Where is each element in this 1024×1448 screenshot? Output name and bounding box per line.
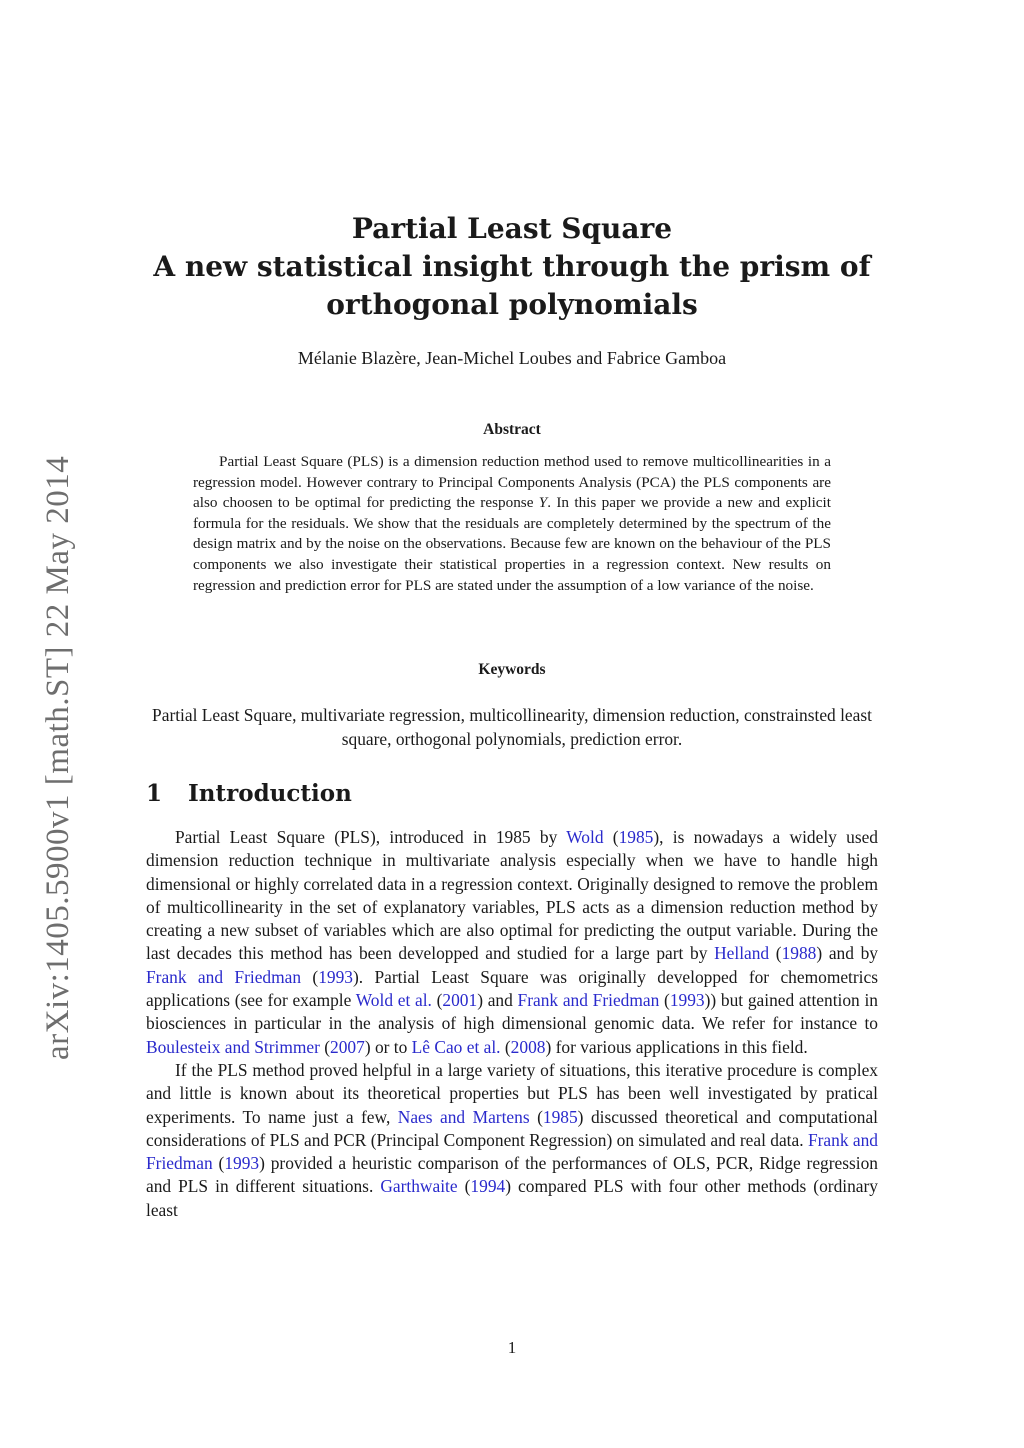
section-number: 1 [146,780,163,807]
text-span: ) and by [816,943,878,964]
text-span: ( [212,1153,225,1174]
text-span: )) but gained attention in biosciences in particular in the analysis of high dimensional genomic data. We refer for instance to [146,990,878,1034]
abstract-heading: Abstract [483,421,541,438]
citation-link[interactable]: Garthwaite [380,1176,458,1197]
text-span: ) discussed theoretical and computational considerations of PLS and PCR (Principal Component Regression) on simulated and real data. [146,1106,879,1150]
citation-link[interactable]: 2008 [510,1036,546,1057]
citation-link[interactable]: 2007 [330,1036,365,1057]
text-span: If the PLS method proved helpful in a large variety of situations, this iterative procedure is complex and little is known about its theoretical properties but PLS has been well investigated by pratical experiments. To name just a few, [146,1059,878,1127]
citation-link[interactable]: 1993 [318,966,353,987]
paper-title [100,210,924,324]
text-span: ( [500,1036,511,1057]
citation-link[interactable]: 2001 [442,990,478,1011]
text-span: Partial Least Square (PLS), introduced in 1985 by [175,827,567,847]
section-title: Introduction [188,780,352,807]
title-line-3: orthogonal polynomials [326,288,698,321]
paragraph-1 [146,826,878,1059]
abstract-text-1: Partial Least Square (PLS) is a dimension reduction method used to remove multicollinearities in a regression model. However contrary to Principal Components Analysis (PCA) the PLS components are also choosen to be optimal for predicting the response [193,453,831,512]
text-span: ( [529,1106,543,1127]
text-span: ( [301,966,319,987]
citation-link[interactable]: 1985 [542,1106,578,1127]
abstract-math-y: Y [538,494,548,512]
citation-link[interactable]: Wold et al. [355,990,432,1011]
arxiv-identifier: arXiv:1405.5900v1 [math.ST] 22 May 2014 [40,455,76,1060]
text-span: ) provided a heuristic comparison of the performances of OLS, PCR, Ridge regression and PLS in different situations. [146,1153,878,1197]
citation-link[interactable]: 1985 [618,827,654,847]
citation-link[interactable]: 1993 [224,1153,260,1174]
citation-link[interactable]: Wold [566,827,604,847]
citation-link[interactable]: Frank and Friedman [517,990,660,1011]
citation-link[interactable]: Frank and Friedman [146,1129,879,1174]
keywords-heading: Keywords [478,661,546,678]
citation-link[interactable]: Boulesteix and Strimmer [146,1036,320,1057]
text-span: ( [457,1176,471,1197]
text-span: ), is nowadays a widely used dimension reduction technique in multivariate analysis especially when we have to handle high dimensional or highly correlated data in a regression context. Originally designed to remove the problem of multicollinearity in the set of explanatory variables, PLS acts as a dimension reduction method by creating a new subset of variables which are also optimal for predicting the output variable. During the last decades this method has been developped and studied for a large part by [146,827,879,964]
text-span: ). Partial Least Square was originally developped for chemometrics applications (see for example [146,966,879,1011]
text-span: ) for various applications in this field. [545,1036,808,1057]
text-span: ( [659,990,670,1011]
text-span: ) or to [364,1036,412,1057]
text-span: ) compared PLS with four other methods (ordinary least [146,1176,878,1220]
citation-link[interactable]: 1993 [669,990,705,1011]
paragraph-2 [146,1059,878,1222]
text-span: ( [431,990,443,1011]
keywords-body: Partial Least Square, multivariate regression, multicollinearity, dimension reduction, constrainsted least square, orthogonal polynomials, prediction error. [152,705,872,749]
body-text [146,826,878,1222]
title-line-2: A new statistical insight through the prism of [153,250,871,283]
citation-link[interactable]: Frank and Friedman [146,966,302,987]
title-line-1: Partial Least Square [351,212,673,245]
citation-link[interactable]: Helland [714,943,770,964]
text-span: ( [603,827,619,847]
text-span: ( [319,1036,331,1057]
citation-link[interactable]: 1988 [781,943,817,964]
abstract-body [193,452,831,596]
citation-link[interactable]: Lê Cao et al. [411,1036,501,1057]
text-span: ) and [477,990,518,1011]
page-number: 1 [507,1338,517,1357]
citation-link[interactable]: 1994 [470,1176,506,1197]
text-span: ( [769,943,782,964]
authors: Mélanie Blazère, Jean-Michel Loubes and Fabrice Gamboa [297,348,727,368]
section-heading [146,780,352,807]
citation-link[interactable]: Naes and Martens [397,1106,530,1127]
abstract-text-2: . In this paper we provide a new and explicit formula for the residuals. We show that the residuals are completely determined by the spectrum of the design matrix and by the noise on the observations. Because few are known on the behaviour of the PLS components we also investigate their statistical properties in a regression context. New results on regression and prediction error for PLS are stated under the assumption of a low variance of the noise. [193,494,831,594]
